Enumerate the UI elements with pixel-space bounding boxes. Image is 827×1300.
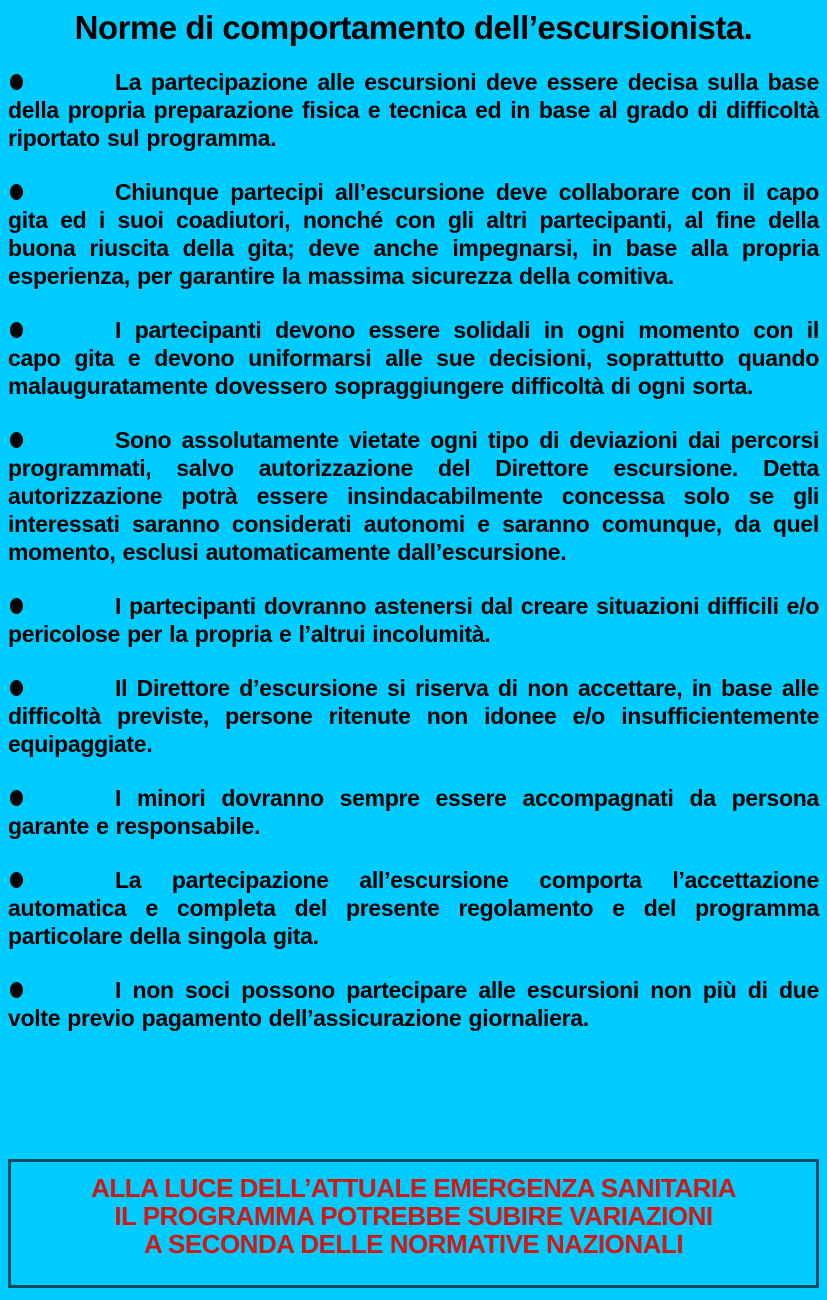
bullet-icon xyxy=(10,680,23,696)
list-item-text: Sono assolutamente vietate ogni tipo di deviazioni dai percorsi programmati, salvo autorizzazione del Direttore escursione. Detta autorizzazione potrà essere insindacabilmente concessa solo se gli interessati saranno considerati autonomi e saranno comunque, da quel momento, esclusi automaticamente dall’escursione. xyxy=(8,427,819,565)
list-item-text: I partecipanti devono essere solidali in ogni momento con il capo gita e devono uniformarsi alle sue decisioni, soprattutto quando malauguratamente dovessero sopraggiungere difficoltà di ogni sorta. xyxy=(8,317,819,399)
list-item xyxy=(8,592,819,648)
list-item-text: I minori dovranno sempre essere accompagnati da persona garante e responsabile. xyxy=(8,785,819,839)
list-item xyxy=(8,68,819,152)
list-item-text: Il Direttore d’escursione si riserva di non accettare, in base alle difficoltà previste, persone ritenute non idonee e/o insufficientemente equipaggiate. xyxy=(8,675,819,757)
bullet-icon xyxy=(10,322,23,338)
rules-list xyxy=(8,68,819,1032)
bullet-icon xyxy=(10,74,23,90)
list-item-text: La partecipazione alle escursioni deve essere decisa sulla base della propria preparazione fisica e tecnica ed in base al grado di difficoltà riportato sul programma. xyxy=(8,69,819,151)
bullet-icon xyxy=(10,790,23,806)
bullet-icon xyxy=(10,982,23,998)
list-item xyxy=(8,866,819,950)
page-title: Norme di comportamento dell’escursionista. xyxy=(74,9,753,46)
bullet-icon xyxy=(10,184,23,200)
list-item xyxy=(8,178,819,290)
list-item xyxy=(8,784,819,840)
bullet-icon xyxy=(10,598,23,614)
notice-line: A SECONDA DELLE NORMATIVE NAZIONALI xyxy=(143,1229,684,1259)
list-item xyxy=(8,426,819,566)
list-item xyxy=(8,976,819,1032)
notice-line: ALLA LUCE DELL’ATTUALE EMERGENZA SANITARIA xyxy=(91,1173,736,1203)
notice-box xyxy=(8,1159,819,1288)
list-item-text: I partecipanti dovranno astenersi dal creare situazioni difficili e/o pericolose per la propria e l’altrui incolumità. xyxy=(8,593,819,647)
bullet-icon xyxy=(10,432,23,448)
list-item xyxy=(8,316,819,400)
list-item-text: Chiunque partecipi all’escursione deve collaborare con il capo gita ed i suoi coadiutori, nonché con gli altri partecipanti, al fine della buona riuscita della gita; deve anche impegnarsi, in base alla propria esperienza, per garantire la massima sicurezza della comitiva. xyxy=(8,179,819,289)
bullet-icon xyxy=(10,872,23,888)
list-item xyxy=(8,674,819,758)
list-item-text: La partecipazione all’escursione comporta l’accettazione automatica e completa del presente regolamento e del programma particolare della singola gita. xyxy=(8,867,819,949)
list-item-text: I non soci possono partecipare alle escursioni non più di due volte previo pagamento dell’assicurazione giornaliera. xyxy=(8,977,819,1031)
notice-line: IL PROGRAMMA POTREBBE SUBIRE VARIAZIONI xyxy=(114,1201,713,1231)
